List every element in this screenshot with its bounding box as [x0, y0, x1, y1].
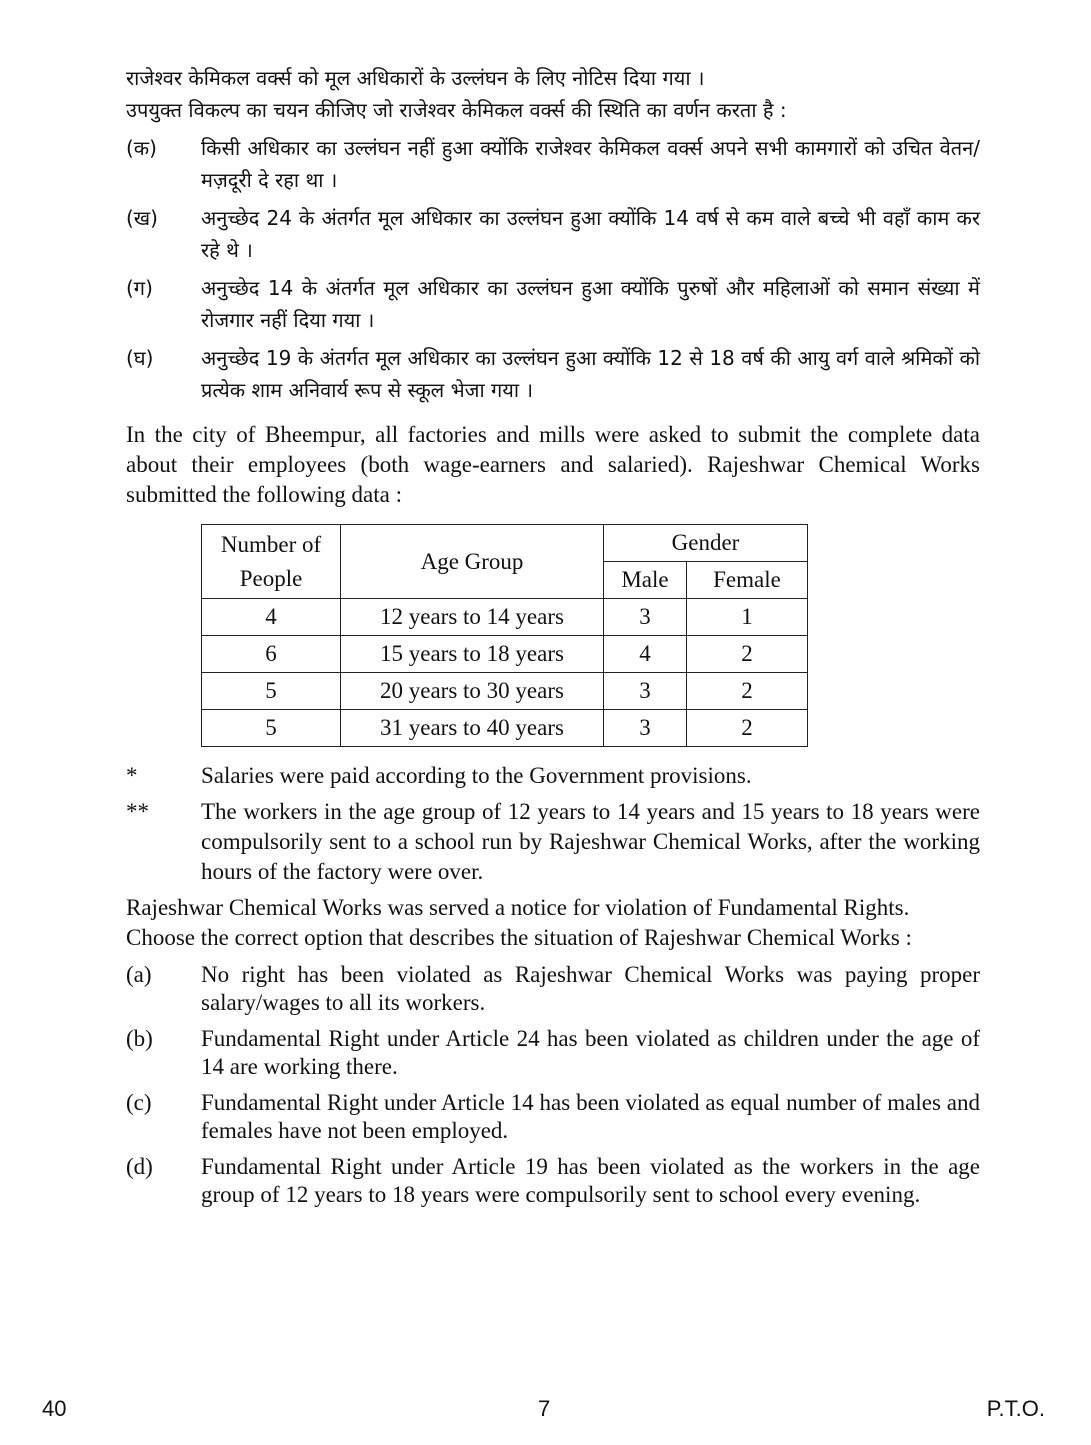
- english-question: Choose the correct option that describes the situation of Rajeshwar Chemical Works :: [126, 925, 912, 950]
- hindi-option: [126, 272, 980, 336]
- english-notice: Rajeshwar Chemical Works was served a notice for violation of Fundamental Rights.: [126, 895, 910, 920]
- table-row: [202, 673, 808, 710]
- hindi-option: [126, 132, 980, 196]
- hindi-option-text: अनुच्छेद 19 के अंतर्गत मूल अधिकार का उल्लंघन हुआ क्योंकि 12 से 18 वर्ष की आयु वर्ग वाले श्रमिकों को प्रत्येक शाम अनिवार्य रूप से स्कूल भेजा गया ।: [201, 346, 980, 402]
- english-option: [126, 961, 980, 1017]
- note-item: [126, 797, 980, 887]
- english-option-text: Fundamental Right under Article 24 has been violated as children under the age of 14 are working there.: [201, 1026, 980, 1079]
- english-intro: In the city of Bheempur, all factories and mills were asked to submit the complete data about their employees (both wage-earners and salaried). Rajeshwar Chemical Works submitted the following data :: [126, 422, 980, 507]
- header-number-of-people: Number of People: [202, 525, 341, 599]
- cell-female: 2: [687, 636, 808, 673]
- english-option-text: No right has been violated as Rajeshwar Chemical Works was paying proper salary/wages to all its workers.: [201, 962, 980, 1015]
- header-female: Female: [687, 562, 808, 599]
- english-option-text: Fundamental Right under Article 19 has been violated as the workers in the age group of 12 years to 18 years were compulsorily sent to school every evening.: [201, 1154, 980, 1207]
- cell-number: 5: [202, 673, 341, 710]
- employee-data-table: [201, 524, 808, 747]
- english-option: [126, 1153, 980, 1209]
- english-option-mark: (b): [126, 1026, 153, 1051]
- english-option-mark: (d): [126, 1154, 153, 1179]
- hindi-option: [126, 202, 980, 266]
- page-footer: [0, 1396, 1091, 1426]
- note-item: [126, 761, 980, 791]
- paper-code: 40: [42, 1396, 67, 1421]
- cell-female: 1: [687, 599, 808, 636]
- hindi-option-mark: (ग): [126, 276, 153, 300]
- cell-number: 5: [202, 710, 341, 747]
- table-row: [202, 636, 808, 673]
- header-male: Male: [604, 562, 687, 599]
- english-option-text: Fundamental Right under Article 14 has been violated as equal number of males and females have not been employed.: [201, 1090, 980, 1143]
- cell-age-group: 31 years to 40 years: [341, 710, 604, 747]
- note-text: The workers in the age group of 12 years to 14 years and 15 years to 18 years were compulsorily sent to a school run by Rajeshwar Chemical Works, after the working hours of the factory were over.: [201, 799, 980, 884]
- cell-female: 2: [687, 710, 808, 747]
- english-option: [126, 1025, 980, 1081]
- hindi-option-mark: (क): [126, 136, 157, 160]
- hindi-option: [126, 342, 980, 406]
- table-row: [202, 710, 808, 747]
- cell-male: 3: [604, 673, 687, 710]
- note-text: Salaries were paid according to the Government provisions.: [201, 763, 752, 788]
- hindi-option-mark: (ख): [126, 206, 158, 230]
- header-gender: Gender: [604, 525, 808, 562]
- cell-age-group: 15 years to 18 years: [341, 636, 604, 673]
- hindi-notice-line: राजेश्वर केमिकल वर्क्स को मूल अधिकारों के उल्लंघन के लिए नोटिस दिया गया ।: [126, 66, 705, 90]
- cell-number: 4: [202, 599, 341, 636]
- cell-male: 4: [604, 636, 687, 673]
- english-option: [126, 1089, 980, 1145]
- cell-age-group: 12 years to 14 years: [341, 599, 604, 636]
- question-page: [126, 62, 980, 1209]
- hindi-option-text: किसी अधिकार का उल्लंघन नहीं हुआ क्योंकि राजेश्वर केमिकल वर्क्स अपने सभी कामगारों को उचित वेतन/मज़दूरी दे रहा था ।: [201, 136, 980, 192]
- english-option-mark: (a): [126, 962, 152, 987]
- cell-male: 3: [604, 710, 687, 747]
- cell-female: 2: [687, 673, 808, 710]
- english-option-mark: (c): [126, 1090, 152, 1115]
- hindi-option-text: अनुच्छेद 14 के अंतर्गत मूल अधिकार का उल्लंघन हुआ क्योंकि पुरुषों और महिलाओं को समान संख्या में रोजगार नहीं दिया गया ।: [201, 276, 980, 332]
- table-row: [202, 599, 808, 636]
- hindi-option-text: अनुच्छेद 24 के अंतर्गत मूल अधिकार का उल्लंघन हुआ क्योंकि 14 वर्ष से कम वाले बच्चे भी वहाँ काम कर रहे थे ।: [201, 206, 980, 262]
- hindi-question-line: उपयुक्त विकल्प का चयन कीजिए जो राजेश्वर केमिकल वर्क्स की स्थिति का वर्णन करता है :: [126, 98, 787, 122]
- hindi-option-mark: (घ): [126, 346, 154, 370]
- page-number: 7: [538, 1396, 551, 1421]
- table-notes: [126, 761, 980, 887]
- pto-label: P.T.O.: [986, 1396, 1045, 1421]
- cell-number: 6: [202, 636, 341, 673]
- header-age-group: Age Group: [341, 525, 604, 599]
- note-mark: **: [126, 799, 149, 824]
- cell-age-group: 20 years to 30 years: [341, 673, 604, 710]
- cell-male: 3: [604, 599, 687, 636]
- note-mark: *: [126, 763, 138, 788]
